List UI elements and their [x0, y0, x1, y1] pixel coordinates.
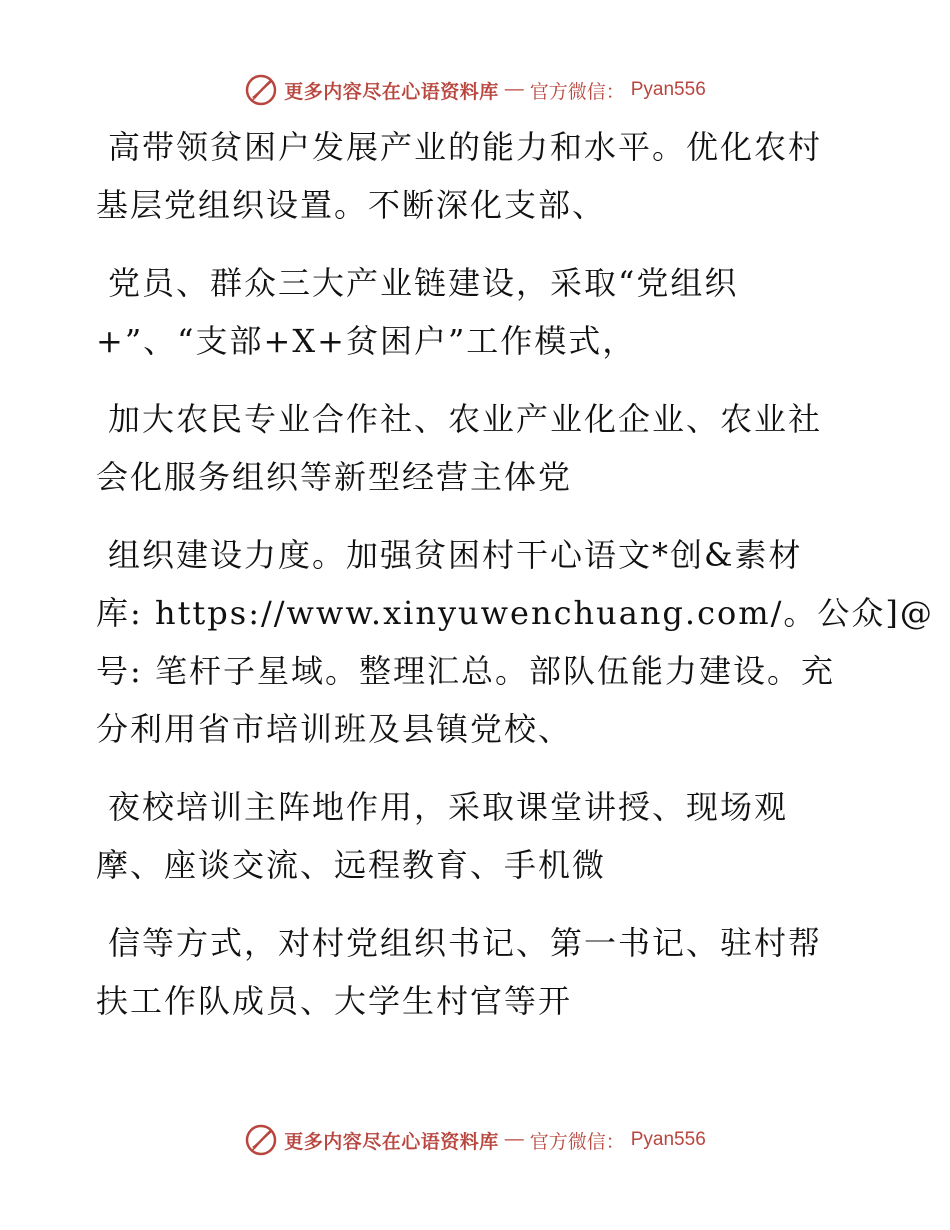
watermark-group: [244, 1123, 706, 1157]
paragraph-2: [96, 254, 866, 370]
text-line: 会化服务组织等新型经营主体党: [96, 458, 573, 496]
header-watermark: [0, 70, 950, 110]
quill-seal-icon: [244, 1123, 278, 1157]
text-line: 号: 笔杆子星域。整理汇总。部队伍能力建设。充: [96, 652, 835, 690]
watermark-wechat-label: 官方微信：: [529, 80, 625, 103]
paragraph-6: [96, 914, 866, 1030]
watermark-main-text: 更多内容尽在心语资料库: [284, 80, 499, 103]
watermark-dash: —: [504, 79, 524, 100]
watermark-dash: —: [504, 1129, 524, 1150]
text-line: 分利用省市培训班及县镇党校、: [96, 710, 573, 748]
document-body: [96, 118, 934, 1050]
paragraph-1: [96, 118, 866, 234]
text-line: +”、“支部+X+贫困户”工作模式，: [96, 322, 637, 360]
watermark-wechat-id: Pyan556: [630, 79, 706, 100]
watermark-group: [244, 73, 706, 107]
text-line: 加大农民专业合作社、农业产业化企业、农业社: [108, 400, 823, 438]
watermark-main-text: 更多内容尽在心语资料库: [284, 1130, 499, 1153]
watermark-wechat-id: Pyan556: [630, 1129, 706, 1150]
text-line: 夜校培训主阵地作用，采取课堂讲授、现场观: [108, 788, 789, 826]
text-line: 组织建设力度。加强贫困村干心语文*创&素材: [108, 536, 803, 574]
text-line: 党员、群众三大产业链建设，采取“党组织: [108, 264, 739, 302]
text-line: 基层党组织设置。不断深化支部、: [96, 186, 607, 224]
text-line: 摩、座谈交流、远程教育、手机微: [96, 846, 607, 884]
footer-watermark: [0, 1120, 950, 1160]
quill-seal-icon: [244, 73, 278, 107]
paragraph-4: [96, 526, 934, 758]
text-line: 库: https://www.xinyuwenchuang.com/。公众]@: [96, 594, 934, 632]
text-line: 信等方式，对村党组织书记、第一书记、驻村帮: [108, 924, 823, 962]
text-line: 高带领贫困户发展产业的能力和水平。优化农村: [108, 128, 823, 166]
watermark-wechat-label: 官方微信：: [529, 1130, 625, 1153]
paragraph-5: [96, 778, 866, 894]
paragraph-3: [96, 390, 866, 506]
text-line: 扶工作队成员、大学生村官等开: [96, 982, 573, 1020]
